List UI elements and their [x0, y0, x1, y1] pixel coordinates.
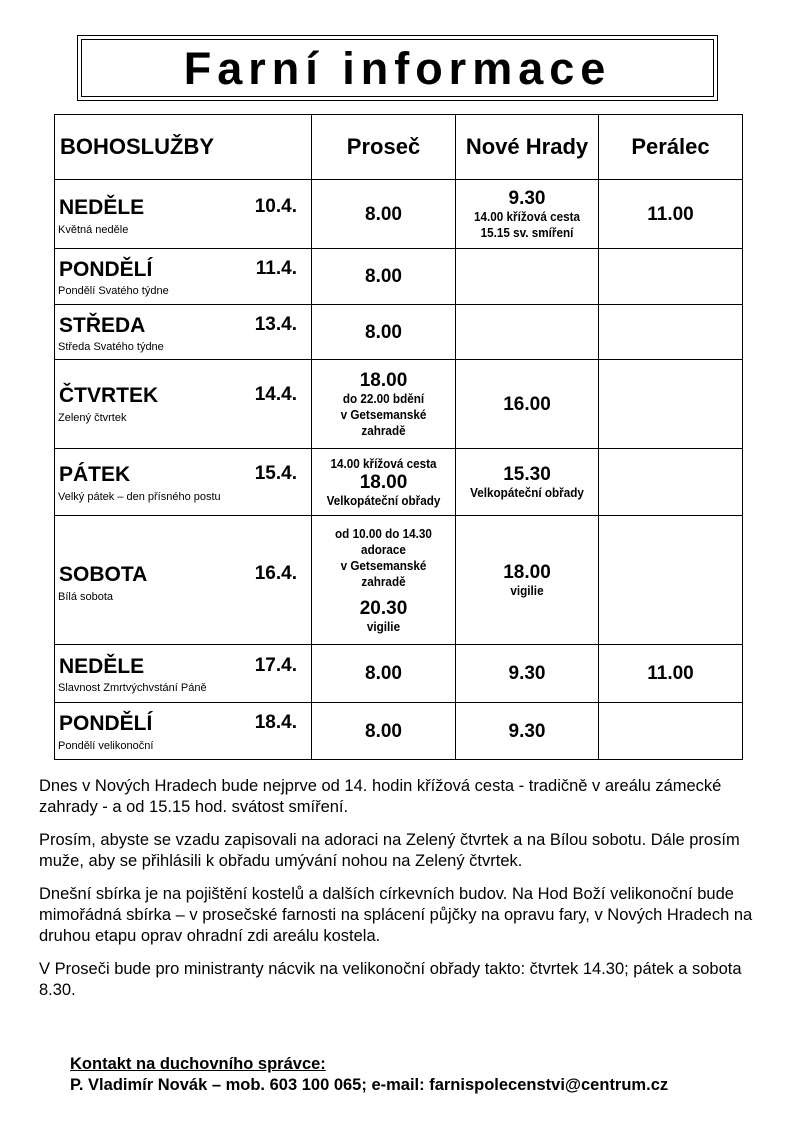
day-date: 13.4.: [254, 314, 297, 335]
table-row: [55, 516, 743, 645]
day-name: SOBOTA: [59, 563, 148, 586]
table-header-row: [55, 115, 743, 180]
mass-cell-peralec: [599, 645, 743, 703]
mass-cell-peralec: [599, 703, 743, 760]
mass-cell-prosec: [312, 449, 456, 516]
mass-note: 14.00 křížová cesta: [473, 208, 581, 224]
mass-cell-prosec: [312, 360, 456, 449]
mass-time: 9.30: [508, 720, 546, 742]
day-name: NEDĚLE: [59, 196, 145, 219]
day-cell: [55, 305, 312, 360]
mass-cell-nove-hrady: [456, 360, 599, 449]
day-cell: [55, 360, 312, 449]
mass-cell-peralec: [599, 249, 743, 305]
day-note: Bílá sobota: [58, 591, 114, 603]
mass-cell-prosec: [312, 645, 456, 703]
mass-note: 14.00 křížová cesta: [330, 455, 437, 471]
mass-time: 8.00: [365, 663, 402, 684]
mass-note: Velkopáteční obřady: [470, 484, 584, 500]
day-name: PÁTEK: [59, 463, 131, 486]
mass-cell-prosec: [312, 516, 456, 645]
day-note: Zelený čtvrtek: [58, 412, 127, 424]
table-row: [55, 360, 743, 449]
day-name: PONDĚLÍ: [59, 712, 153, 735]
table-row: [55, 180, 743, 249]
mass-time: 9.30: [508, 187, 546, 209]
day-name: PONDĚLÍ: [59, 258, 153, 281]
mass-cell-nove-hrady: [456, 180, 599, 249]
header-services: BOHOSLUŽBY: [55, 115, 312, 180]
day-note: Velký pátek – den přísného postu: [58, 491, 221, 503]
mass-note: vigilie: [366, 618, 401, 634]
table-row: [55, 249, 743, 305]
day-note: Květná neděle: [58, 224, 129, 236]
day-note: Pondělí Svatého týdne: [58, 285, 169, 297]
mass-cell-nove-hrady: [456, 305, 599, 360]
mass-note: zahradě: [361, 422, 406, 438]
day-date: 17.4.: [254, 655, 297, 676]
table-row: [55, 703, 743, 760]
day-date: 16.4.: [254, 563, 297, 584]
mass-time: 9.30: [508, 663, 546, 684]
day-name: NEDĚLE: [59, 655, 145, 678]
header-nove-hrady: Nové Hrady: [456, 115, 599, 180]
mass-cell-nove-hrady: [456, 516, 599, 645]
day-note: Slavnost Zmrtvýchvstání Páně: [58, 682, 207, 694]
mass-note: Velkopáteční obřady: [326, 492, 441, 508]
mass-note: adorace: [361, 541, 406, 557]
mass-note: v Getsemanské: [340, 406, 427, 422]
mass-time: 15.30: [503, 463, 551, 485]
mass-time: 8.00: [365, 720, 402, 742]
day-date: 11.4.: [255, 258, 297, 279]
day-date: 18.4.: [254, 712, 297, 733]
mass-cell-prosec: [312, 305, 456, 360]
contact-heading: Kontakt na duchovního správce:: [70, 1055, 326, 1073]
mass-time: 20.30: [359, 597, 408, 619]
day-date: 14.4.: [254, 384, 297, 405]
contact-block: [70, 1054, 668, 1096]
day-cell: [55, 703, 312, 760]
mass-cell-nove-hrady: [456, 249, 599, 305]
day-cell: [55, 516, 312, 645]
mass-note: zahradě: [361, 573, 406, 589]
mass-cell-peralec: [599, 449, 743, 516]
mass-cell-nove-hrady: [456, 449, 599, 516]
mass-note: do 22.00 bdění: [342, 390, 425, 406]
day-name: STŘEDA: [59, 314, 146, 337]
mass-cell-peralec: [599, 305, 743, 360]
mass-time: 8.00: [365, 266, 402, 287]
schedule-table: [54, 114, 743, 760]
mass-time: 18.00: [359, 471, 408, 493]
mass-time: 8.00: [365, 321, 402, 343]
note-paragraph: Dnes v Nových Hradech bude nejprve od 14. hodin křížová cesta - tradičně v areálu zámecké zahrady - a od 15.15 hod. svátost smíření.: [39, 777, 722, 816]
mass-note: 15.15 sv. smíření: [480, 224, 574, 240]
title-inner-frame: [81, 39, 714, 97]
page-title: Farní informace: [183, 42, 612, 94]
mass-cell-peralec: [599, 516, 743, 645]
day-cell: [55, 645, 312, 703]
day-cell: [55, 249, 312, 305]
mass-cell-prosec: [312, 180, 456, 249]
mass-cell-prosec: [312, 249, 456, 305]
mass-cell-prosec: [312, 703, 456, 760]
mass-cell-peralec: [599, 180, 743, 249]
mass-note: v Getsemanské: [340, 557, 427, 573]
day-date: 15.4.: [254, 463, 297, 484]
day-name: ČTVRTEK: [59, 384, 159, 407]
note-paragraph: Dnešní sbírka je na pojištění kostelů a dalších církevních budov. Na Hod Boží velikonoční bude mimořádná sbírka – v prosečské farnosti na splácení půjčky na opravu fary, v Nových Hradech na druhou etapu oprav ohradní zdi areálu kostela.: [39, 885, 753, 945]
day-cell: [55, 180, 312, 249]
mass-time: 18.00: [503, 561, 551, 583]
mass-time: 11.00: [647, 203, 694, 225]
table-row: [55, 449, 743, 516]
note-paragraph: Prosím, abyste se vzadu zapisovali na adoraci na Zelený čtvrtek a na Bílou sobotu. Dále prosím muže, aby se přihlásili k obřadu umývání nohou na Zelený čtvrtek.: [39, 831, 740, 870]
table-row: [55, 305, 743, 360]
header-prosec: Proseč: [312, 115, 456, 180]
mass-note: vigilie: [510, 582, 544, 598]
notes-section: [39, 776, 769, 1013]
table-row: [55, 645, 743, 703]
mass-cell-peralec: [599, 360, 743, 449]
mass-cell-nove-hrady: [456, 703, 599, 760]
day-note: Pondělí velikonoční: [58, 740, 154, 752]
contact-line: P. Vladimír Novák – mob. 603 100 065; e-mail: farnispolecenstvi@centrum.cz: [70, 1076, 669, 1094]
day-note: Středa Svatého týdne: [58, 341, 164, 353]
note-paragraph: V Proseči bude pro ministranty nácvik na velikonoční obřady takto: čtvrtek 14.30; pátek a sobota 8.30.: [39, 960, 742, 999]
title-box: [77, 35, 718, 101]
header-peralec: Perálec: [599, 115, 743, 180]
mass-time: 16.00: [503, 393, 551, 415]
mass-time: 11.00: [647, 663, 694, 684]
day-date: 10.4.: [254, 196, 297, 217]
mass-note: od 10.00 do 14.30: [335, 525, 432, 541]
day-cell: [55, 449, 312, 516]
mass-time: 8.00: [365, 203, 402, 225]
mass-time: 18.00: [359, 369, 408, 391]
mass-cell-nove-hrady: [456, 645, 599, 703]
